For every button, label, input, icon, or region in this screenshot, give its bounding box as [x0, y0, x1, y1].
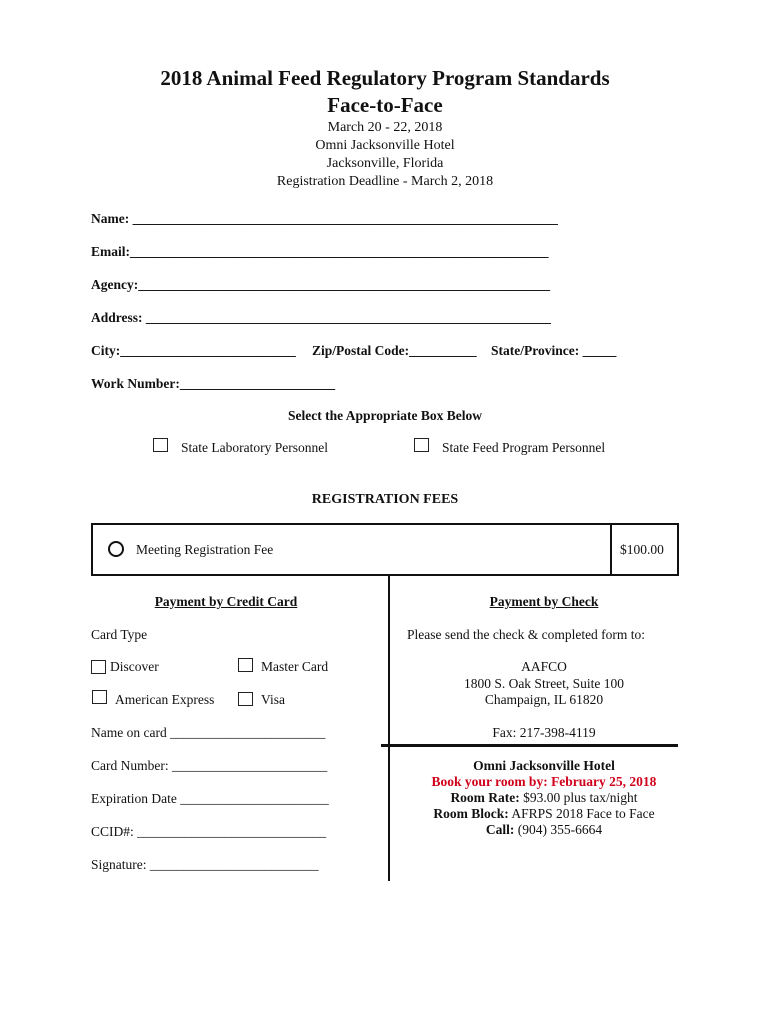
column-divider: [388, 576, 390, 881]
discover-checkbox[interactable]: [91, 660, 106, 674]
work-number-field[interactable]: Work Number:_______________________: [91, 376, 336, 391]
address-field[interactable]: Address: ____________________________________________________________: [91, 310, 551, 325]
signature-field[interactable]: Signature: _________________________: [91, 857, 319, 872]
visa-checkbox[interactable]: [238, 692, 253, 706]
check-instruction: Please send the check & completed form to:: [407, 627, 646, 642]
check-heading: Payment by Check: [489, 594, 599, 609]
meeting-fee-label: Meeting Registration Fee: [136, 542, 274, 557]
room-block-value: AFRPS 2018 Face to Face: [508, 806, 655, 821]
state-field[interactable]: State/Province: _____: [491, 343, 617, 358]
hotel-room-rate: [400, 790, 688, 806]
hotel-room-block: [400, 806, 688, 822]
hotel-name: Omni Jacksonville Hotel: [473, 758, 615, 773]
event-hotel: Omni Jacksonville Hotel: [315, 138, 455, 153]
city-field[interactable]: City:__________________________: [91, 343, 296, 358]
agency-field[interactable]: Agency:_____________________________________________________________: [91, 277, 550, 292]
visa-label: Visa: [261, 692, 285, 707]
state-lab-checkbox[interactable]: [153, 438, 168, 452]
form-subtitle: Face-to-Face: [327, 93, 443, 117]
name-field[interactable]: Name: _______________________________________________________________: [91, 211, 558, 226]
meeting-fee-radio[interactable]: [108, 541, 124, 557]
state-feed-checkbox[interactable]: [414, 438, 429, 452]
event-dates: March 20 - 22, 2018: [327, 120, 443, 135]
email-field[interactable]: Email:______________________________________________________________: [91, 244, 549, 259]
hotel-call: [400, 822, 688, 838]
zip-field[interactable]: Zip/Postal Code:__________: [312, 343, 477, 358]
room-rate-label: Room Rate:: [450, 790, 520, 805]
call-label: Call:: [485, 822, 515, 837]
card-type-label: Card Type: [91, 627, 148, 642]
ccid-field[interactable]: CCID#: ____________________________: [91, 824, 327, 839]
hotel-divider: [381, 744, 678, 747]
state-feed-label: State Feed Program Personnel: [442, 440, 606, 455]
meeting-fee-price: $100.00: [620, 542, 664, 557]
fees-heading: REGISTRATION FEES: [311, 492, 459, 507]
registration-deadline: Registration Deadline - March 2, 2018: [276, 174, 494, 189]
amex-checkbox[interactable]: [92, 690, 107, 704]
room-rate-value: $93.00 plus tax/night: [519, 790, 638, 805]
call-value: (904) 355-6664: [514, 822, 603, 837]
room-block-label: Room Block:: [433, 806, 509, 821]
check-street: 1800 S. Oak Street, Suite 100: [463, 676, 625, 691]
amex-label: American Express: [115, 692, 215, 707]
event-city: Jacksonville, Florida: [326, 156, 444, 171]
check-org: AAFCO: [521, 659, 567, 674]
state-lab-label: State Laboratory Personnel: [181, 440, 328, 455]
expiration-field[interactable]: Expiration Date ______________________: [91, 791, 329, 806]
form-title: 2018 Animal Feed Regulatory Program Standards: [160, 66, 610, 90]
fee-table-divider: [610, 525, 612, 574]
check-city: Champaign, IL 61820: [484, 692, 604, 707]
name-on-card-field[interactable]: Name on card _______________________: [91, 725, 326, 740]
credit-card-heading: Payment by Credit Card: [154, 594, 298, 609]
check-fax: Fax: 217-398-4119: [492, 725, 596, 740]
mastercard-label: Master Card: [261, 659, 329, 674]
hotel-book-by: Book your room by: February 25, 2018: [431, 774, 657, 789]
mastercard-checkbox[interactable]: [238, 658, 253, 672]
card-number-field[interactable]: Card Number: _______________________: [91, 758, 328, 773]
selection-heading: Select the Appropriate Box Below: [288, 408, 482, 423]
discover-label: Discover: [110, 659, 159, 674]
